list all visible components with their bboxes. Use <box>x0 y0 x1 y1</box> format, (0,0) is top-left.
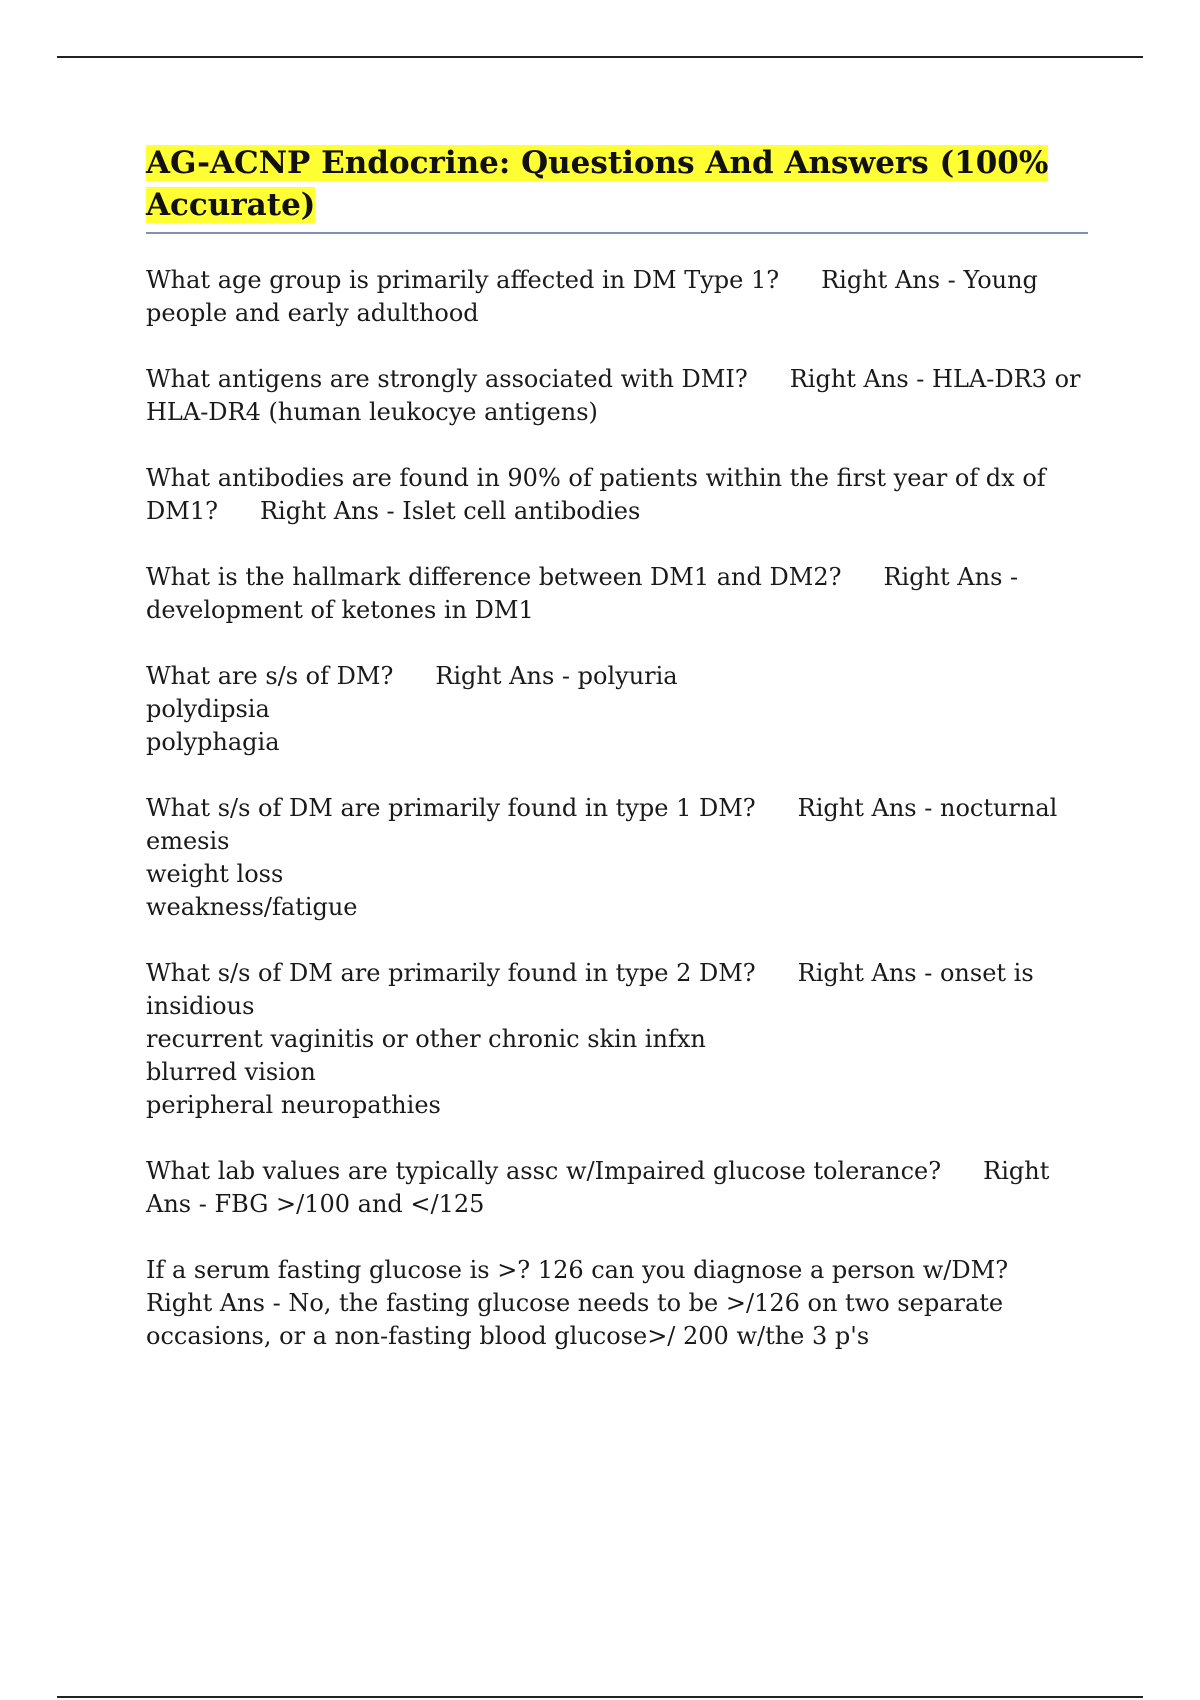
answer-label: Right Ans - <box>259 497 395 525</box>
answer-text: onset is insidious <box>146 959 1034 1020</box>
question-text: What is the hallmark difference between DM1 and DM2? <box>146 563 842 591</box>
answer-label: Right Ans - <box>435 662 570 690</box>
question-text: If a serum fasting glucose is >? 126 can you diagnose a person w/DM? <box>146 1256 1009 1284</box>
answer-line: blurred vision <box>146 1058 316 1086</box>
answer-label: Right Ans - <box>789 365 925 393</box>
answer-label: Right Ans - <box>797 959 933 987</box>
answer-text: nocturnal emesis <box>146 794 1058 855</box>
qa-question-line <box>146 1157 1049 1218</box>
qa-question-line <box>146 1256 1050 1350</box>
qa-item <box>146 957 1088 1122</box>
answer-text: polyuria <box>577 662 678 690</box>
question-text: What antigens are strongly associated with DMI? <box>146 365 748 393</box>
answer-label: Right Ans - <box>797 794 933 822</box>
qa-question-line <box>146 662 678 690</box>
answer-text: No, the fasting glucose needs to be >/126 on two separate occasions, or a non-fasting blood glucose>/ 200 w/the 3 p's <box>146 1289 1004 1350</box>
answer-label: Right Ans - <box>146 1289 281 1317</box>
answer-text: development of ketones in DM1 <box>146 596 534 624</box>
qa-item <box>146 561 1088 627</box>
answer-label: Right Ans - <box>146 1157 1050 1218</box>
qa-item <box>146 1254 1088 1353</box>
question-text: What are s/s of DM? <box>146 662 394 690</box>
bottom-rule <box>57 1696 1143 1698</box>
answer-text: FBG >/100 and </125 <box>214 1190 485 1218</box>
question-text: What s/s of DM are primarily found in type 2 DM? <box>146 959 756 987</box>
answer-text: HLA-DR3 or HLA-DR4 (human leukocye antigens) <box>146 365 1081 426</box>
question-text: What s/s of DM are primarily found in type 1 DM? <box>146 794 756 822</box>
qa-item <box>146 363 1088 429</box>
answer-line: polydipsia <box>146 695 270 723</box>
qa-question-line <box>146 365 1081 426</box>
qa-list <box>146 264 1088 1353</box>
qa-question-line <box>146 464 1046 525</box>
qa-question-line <box>146 266 1038 327</box>
qa-item <box>146 792 1088 924</box>
answer-text: Young people and early adulthood <box>146 266 1038 327</box>
answer-label: Right Ans - <box>821 266 956 294</box>
document-title: AG-ACNP Endocrine: Questions And Answers (100% Accurate) <box>146 145 1049 223</box>
answer-line: recurrent vaginitis or other chronic skin infxn <box>146 1025 706 1053</box>
question-text: What lab values are typically assc w/Impaired glucose tolerance? <box>146 1157 942 1185</box>
answer-line: weakness/fatigue <box>146 893 358 921</box>
qa-question-line <box>146 563 1018 624</box>
answer-line: polyphagia <box>146 728 280 756</box>
question-text: What age group is primarily affected in DM Type 1? <box>146 266 780 294</box>
qa-item <box>146 462 1088 528</box>
question-text: What antibodies are found in 90% of patients within the first year of dx of DM1? <box>146 464 1046 525</box>
answer-label: Right Ans - <box>883 563 1019 591</box>
document-body <box>146 142 1088 1386</box>
qa-question-line <box>146 794 1057 855</box>
answer-text: Islet cell antibodies <box>402 497 641 525</box>
qa-item <box>146 660 1088 759</box>
answer-line: peripheral neuropathies <box>146 1091 441 1119</box>
qa-question-line <box>146 959 1034 1020</box>
qa-item <box>146 1155 1088 1221</box>
answer-line: weight loss <box>146 860 284 888</box>
qa-item <box>146 264 1088 330</box>
top-rule <box>57 56 1143 58</box>
title-underline <box>146 232 1088 234</box>
